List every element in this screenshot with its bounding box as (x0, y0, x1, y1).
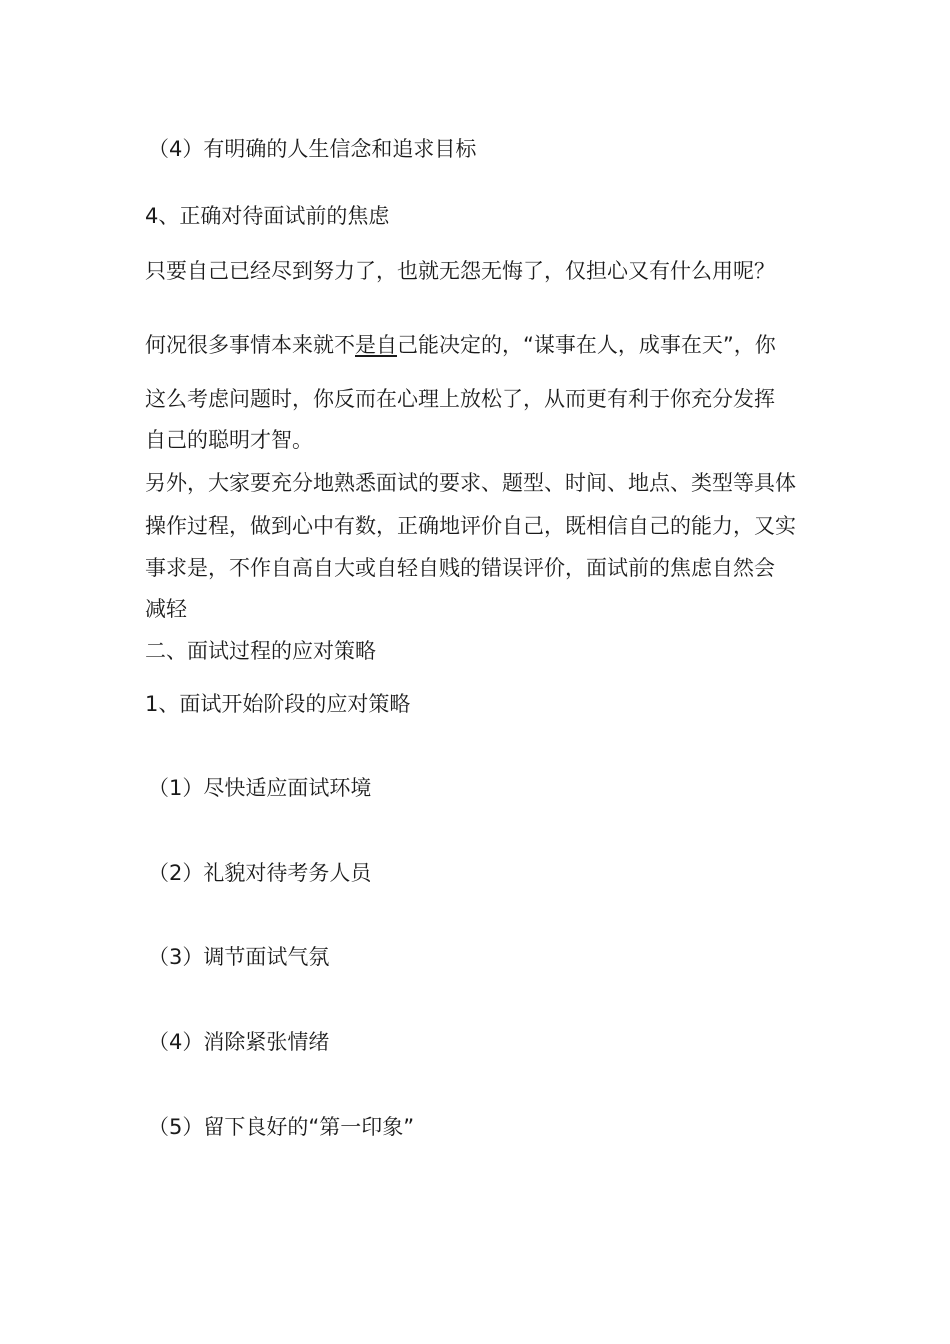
paragraph-line: 自己的聪明才智。 (145, 428, 313, 452)
paragraph-line: 事求是，不作自高自大或自轻自贱的错误评价，面试前的焦虑自然会 (145, 556, 775, 580)
paragraph-line: 另外，大家要充分地熟悉面试的要求、题型、时间、地点、类型等具体 (145, 471, 796, 495)
underlined-text: 是自 (355, 333, 397, 357)
text-segment: 何况很多事情本来就不 (145, 333, 355, 357)
paragraph-line (145, 330, 776, 360)
text-segment: 己能决定的，“谋事在人，成事在天”，你 (397, 333, 776, 357)
list-item: （4）消除紧张情绪 (148, 1030, 330, 1054)
list-item: （5）留下良好的“第一印象” (148, 1115, 415, 1139)
paragraph-line: 只要自己已经尽到努力了，也就无怨无悔了，仅担心又有什么用呢？ (145, 259, 775, 283)
section-heading-interview-process: 二、面试过程的应对策略 (145, 639, 376, 663)
paragraph-line: 操作过程，做到心中有数，正确地评价自己，既相信自己的能力，又实 (145, 514, 796, 538)
list-item: （3）调节面试气氛 (148, 945, 330, 969)
list-item: （1）尽快适应面试环境 (148, 776, 372, 800)
list-item-life-beliefs: （4）有明确的人生信念和追求目标 (148, 137, 477, 161)
section-heading-opening-stage: 1、面试开始阶段的应对策略 (145, 692, 411, 716)
paragraph-line: 这么考虑问题时，你反而在心理上放松了，从而更有利于你充分发挥 (145, 387, 775, 411)
section-heading-anxiety: 4、正确对待面试前的焦虑 (145, 204, 390, 228)
paragraph-line: 减轻 (145, 597, 187, 621)
list-item: （2）礼貌对待考务人员 (148, 861, 372, 885)
